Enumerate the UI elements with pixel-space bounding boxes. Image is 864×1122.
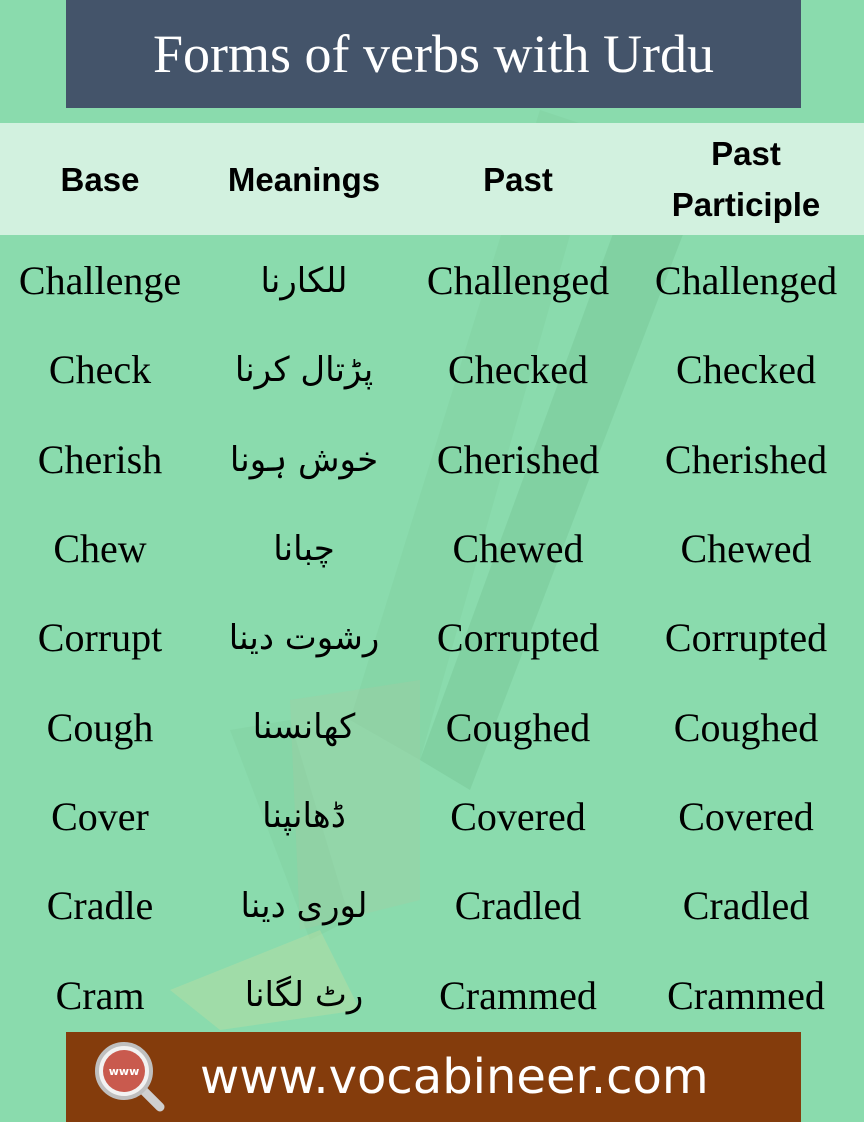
past-participle-cell: Coughed: [673, 704, 819, 750]
website-url[interactable]: www.vocabineer.com: [200, 1049, 709, 1105]
footer-bar: [66, 1032, 801, 1122]
past-cell: Corrupted: [436, 615, 600, 661]
table-row: [0, 415, 864, 504]
table-row: [0, 236, 864, 325]
base-cell: Cough: [46, 704, 154, 750]
base-cell: Cherish: [37, 436, 163, 482]
header-meanings: Meanings: [227, 160, 381, 198]
past-participle-cell: Chewed: [680, 526, 812, 572]
table-row: [0, 682, 864, 771]
meaning-cell: خوش ہونا: [229, 439, 379, 480]
table-row: [0, 593, 864, 682]
base-cell: Check: [48, 347, 152, 393]
past-participle-cell: Covered: [678, 793, 814, 839]
base-cell: Corrupt: [37, 615, 163, 661]
past-participle-cell: Checked: [676, 347, 816, 393]
past-participle-cell: Cradled: [682, 883, 810, 929]
past-cell: Cherished: [436, 436, 600, 482]
meaning-cell: رشوت دینا: [228, 617, 380, 658]
table-header: [0, 123, 864, 235]
table-row: [0, 950, 864, 1039]
past-cell: Checked: [448, 347, 588, 393]
base-cell: Chew: [53, 526, 147, 572]
past-cell: Chewed: [452, 526, 584, 572]
www-icon-label: www: [108, 1065, 140, 1078]
base-cell: Cram: [55, 972, 145, 1018]
past-cell: Challenged: [426, 258, 610, 304]
meaning-cell: کھانسنا: [252, 707, 356, 748]
table-row: [0, 504, 864, 593]
header-past: Past: [483, 160, 553, 198]
header-past-participle-line2: Participle: [671, 186, 821, 223]
table-row: [0, 861, 864, 950]
past-participle-cell: Corrupted: [664, 615, 828, 661]
base-cell: Challenge: [18, 258, 182, 304]
base-cell: Cover: [51, 793, 149, 839]
meaning-cell: چبانا: [273, 528, 335, 569]
past-cell: Coughed: [445, 704, 591, 750]
verb-table: [0, 236, 864, 1040]
past-participle-cell: Challenged: [654, 258, 838, 304]
base-cell: Cradle: [46, 883, 154, 929]
past-cell: Crammed: [439, 972, 597, 1018]
meaning-cell: ڈھانپنا: [262, 796, 346, 837]
magnifier-www-icon: [90, 1037, 170, 1117]
past-cell: Covered: [450, 793, 586, 839]
meaning-cell: لوری دینا: [240, 885, 368, 926]
header-past-participle-line1: Past: [711, 135, 781, 172]
table-row: [0, 772, 864, 861]
header-base: Base: [60, 160, 140, 198]
past-cell: Cradled: [454, 883, 582, 929]
page-title: Forms of verbs with Urdu: [66, 0, 801, 108]
past-participle-cell: Cherished: [664, 436, 828, 482]
meaning-cell: رٹ لگانا: [244, 975, 364, 1016]
header-past-participle: [628, 128, 864, 230]
past-participle-cell: Crammed: [667, 972, 825, 1018]
table-row: [0, 325, 864, 414]
meaning-cell: للکارنا: [260, 260, 348, 301]
meaning-cell: پڑتال کرنا: [234, 349, 374, 390]
